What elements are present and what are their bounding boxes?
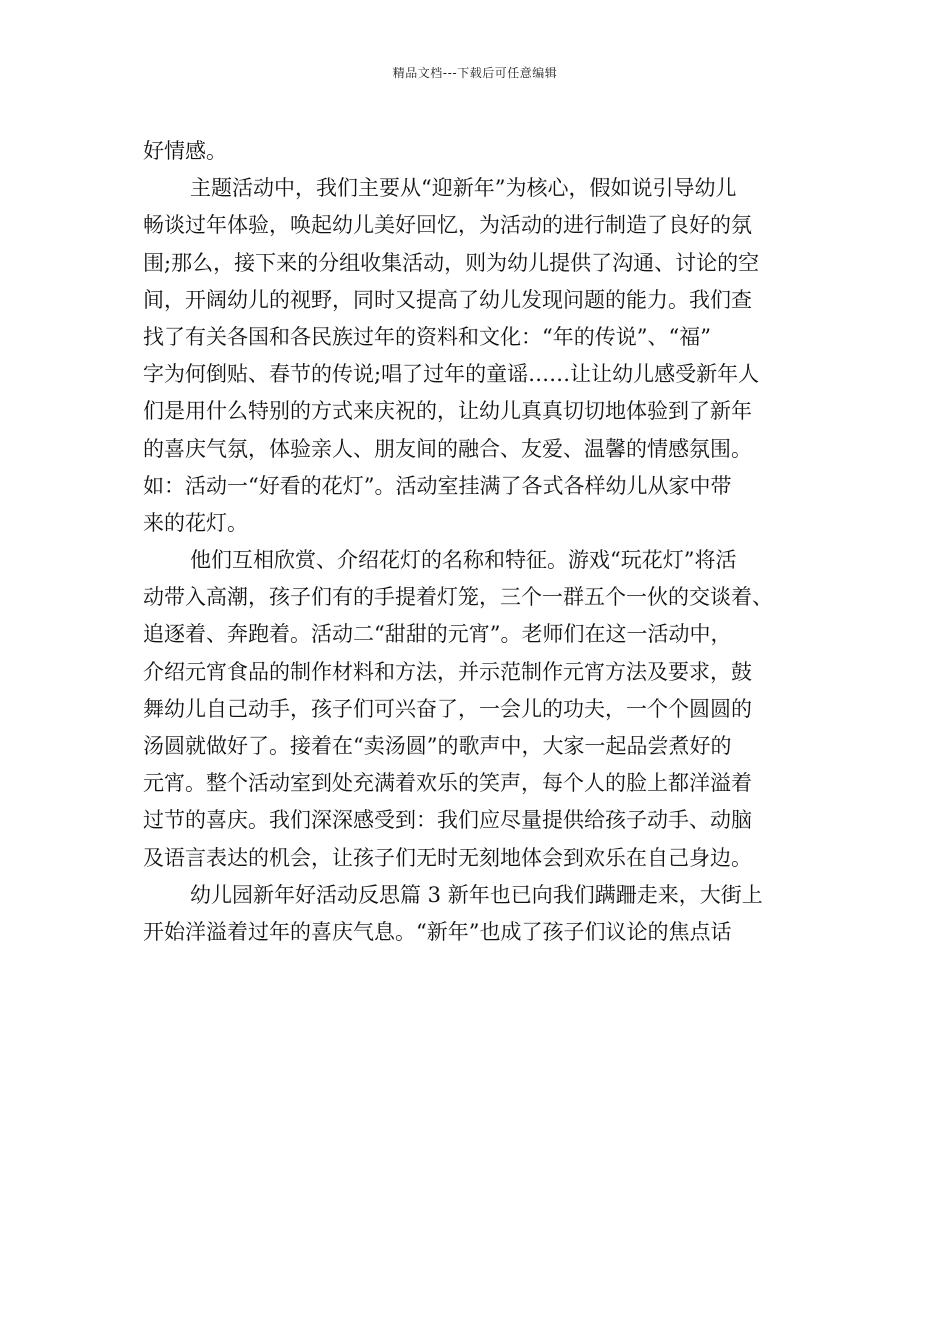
text-line: 过节的喜庆。我们深深感受到：我们应尽量提供给孩子动手、动脑 — [143, 808, 752, 833]
text-line: 元宵。整个活动室到处充满着欢乐的笑声，每个人的脸上都洋溢着 — [143, 771, 752, 796]
text-line: 间，开阔幼儿的视野，同时又提高了幼儿发现问题的能力。我们查 — [143, 287, 752, 312]
text-line: 来的花灯。 — [143, 510, 248, 535]
text-line: 字为何倒贴、春节的传说;唱了过年的童谣……让让幼儿感受新年人 — [143, 362, 760, 387]
text-line: 追逐着、奔跑着。活动二“甜甜的元宵”。老师们在这一活动中， — [143, 622, 732, 647]
text-line: 舞幼儿自己动手，孩子们可兴奋了，一会儿的功夫，一个个圆圆的 — [143, 696, 752, 721]
text-line: 的喜庆气氛，体验亲人、朋友间的融合、友爱、温馨的情感氛围。 — [143, 436, 752, 461]
text-line: 找了有关各国和各民族过年的资料和文化：“年的传说”、“福” — [143, 324, 711, 349]
text-line: 介绍元宵食品的制作材料和方法，并示范制作元宵方法及要求，鼓 — [143, 659, 752, 684]
text-line: 们是用什么特别的方式来庆祝的，让幼儿真真切切地体验到了新年 — [143, 399, 752, 424]
text-line: 动带入高潮，孩子们有的手提着灯笼，三个一群五个一伙的交谈着、 — [143, 585, 773, 610]
document-body — [143, 133, 823, 951]
text-line: 及语言表达的机会，让孩子们无时无刻地体会到欢乐在自己身边。 — [143, 845, 752, 870]
text-line: 如：活动一“好看的花灯”。活动室挂满了各式各样幼儿从家中带 — [143, 473, 732, 498]
text-line: 畅谈过年体验，唤起幼儿美好回忆，为活动的进行制造了良好的氛 — [143, 213, 752, 238]
paragraph-start-line: 他们互相欣赏、介绍花灯的名称和特征。游戏“玩花灯”将活 — [190, 548, 737, 573]
paragraph-start-line: 主题活动中，我们主要从“迎新年”为核心，假如说引导幼儿 — [190, 176, 737, 201]
text-line: 开始洋溢着过年的喜庆气息。“新年”也成了孩子们议论的焦点话 — [143, 919, 732, 944]
text-line: 汤圆就做好了。接着在“卖汤圆”的歌声中，大家一起品尝煮好的 — [143, 734, 732, 758]
paragraph-start-line: 幼儿园新年好活动反思篇 3 新年也已向我们蹒跚走来，大街上 — [190, 882, 763, 907]
text-line: 好情感。 — [143, 139, 227, 163]
page-header: 精品文档---下载后可任意编辑 — [392, 66, 558, 80]
text-line: 围;那么，接下来的分组收集活动，则为幼儿提供了沟通、讨论的空 — [143, 250, 760, 275]
